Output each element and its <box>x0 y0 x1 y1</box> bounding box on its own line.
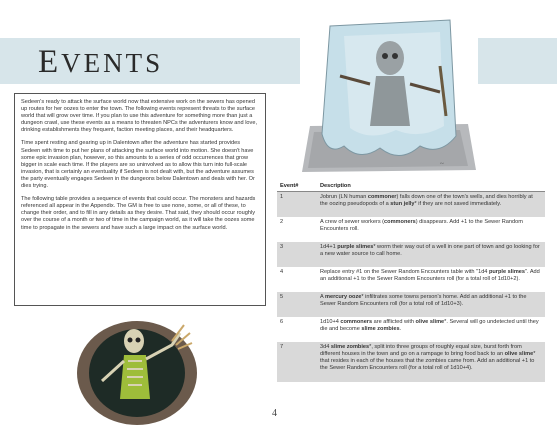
event-number: 5 <box>277 292 317 317</box>
event-description: 1d4+1 purple slimes* worm their way out of a well in one part of town and go looking for a new water source to call home. <box>317 242 545 267</box>
intro-paragraph-3: The following table provides a sequence of events that could occur. The monsters and hazards referenced all appear in the Appendix. The GM is free to use none, some, or all of these, to change their order, and to fill in any details as they desire. That said, they should occur roughly over the course of a month or two of time in the campaign world, as it will take the oozes some time to propagate in the sewers and have such a large impact on the surface world. <box>21 196 256 231</box>
ooze-illustration <box>300 6 478 174</box>
table-row <box>277 317 545 342</box>
table-row <box>277 342 545 382</box>
table-row <box>277 242 545 267</box>
event-description: Replace entry #1 on the Sewer Random Encounters table with "1d4 purple slimes". Add an additional +1 to the Sewer Random Encounters roll (for a total roll of 1d10+2). <box>320 268 540 282</box>
header-description: Description <box>317 182 545 191</box>
intro-text-box <box>14 93 266 306</box>
event-number: 2 <box>280 218 284 225</box>
event-number: 1 <box>277 191 317 217</box>
event-description: 1d10+4 commoners are afflicted with olive slime*. Several will go undetected until they die and become slime zombies. <box>320 318 539 332</box>
event-description: A crew of sewer workers (commoners) disappears. Add +1 to the Sewer Random Encounters roll. <box>320 218 523 232</box>
event-description: Jobrun (LN human commoner) falls down one of the town's wells, and dies horribly at the oozing pseudopods of a stun jelly* if they are not saved immediately. <box>317 191 545 217</box>
page-title: EVENTS <box>38 44 164 80</box>
header-event-number: Event# <box>277 182 317 191</box>
page-number: 4 <box>272 408 277 419</box>
event-number: 4 <box>280 268 284 275</box>
table-row <box>277 292 545 317</box>
intro-paragraph-1: Sedeen's ready to attack the surface world now that extensive work on the sewers has opened up routes for her oozes to enter the town. The following events represent threats to the surface world that will grow over time. If you plan to use this adventure for something more than just a dungeon crawl, use these events as a means to threaten NPCs the adventurers know and love, drinking establishments they frequent, faction meeting places, and their headquarters. <box>21 99 258 134</box>
event-description: 3d4 slime zombies*, split into three groups of roughly equal size, burst forth from different houses in the town and go on a rampage to bring food back to an olive slime* that resides in each of the houses that the zombies came from. Add an additional +1 to the Sewer Random Encounters roll (for a total roll of 1d10+4). <box>317 342 545 382</box>
table-header-row <box>277 182 545 191</box>
event-number: 6 <box>280 318 284 325</box>
table-row <box>277 191 545 217</box>
skeleton-illustration <box>72 315 202 425</box>
svg-text:~: ~ <box>440 160 444 168</box>
event-description: A mercury ooze* infiltrates some towns person's home. Add an additional +1 to the Sewer Random Encounters roll (for a total roll of 1d10+3). <box>317 292 545 317</box>
intro-paragraph-2: Time spent resting and gearing up in Dalentown after the adventure has started provides Sedeen with time to put her plans of attacking the surface world into motion. She doesn't have some epic invasion plan, however, so this amounts to a series of odd occurrences that grow bigger in scale each time. If the players are so uninvolved as to allow this turn into full-scale invasion, that is certainly an eventuality if Sedeen is not dealt with, but the adventure assumes the party eventually engages Sedeen in the dungeons below Dalentown and deals with her. Or dies trying. <box>21 140 255 190</box>
table-row <box>277 267 545 292</box>
event-number: 7 <box>277 342 317 382</box>
table-row <box>277 217 545 242</box>
events-table <box>277 182 545 382</box>
event-number: 3 <box>277 242 317 267</box>
